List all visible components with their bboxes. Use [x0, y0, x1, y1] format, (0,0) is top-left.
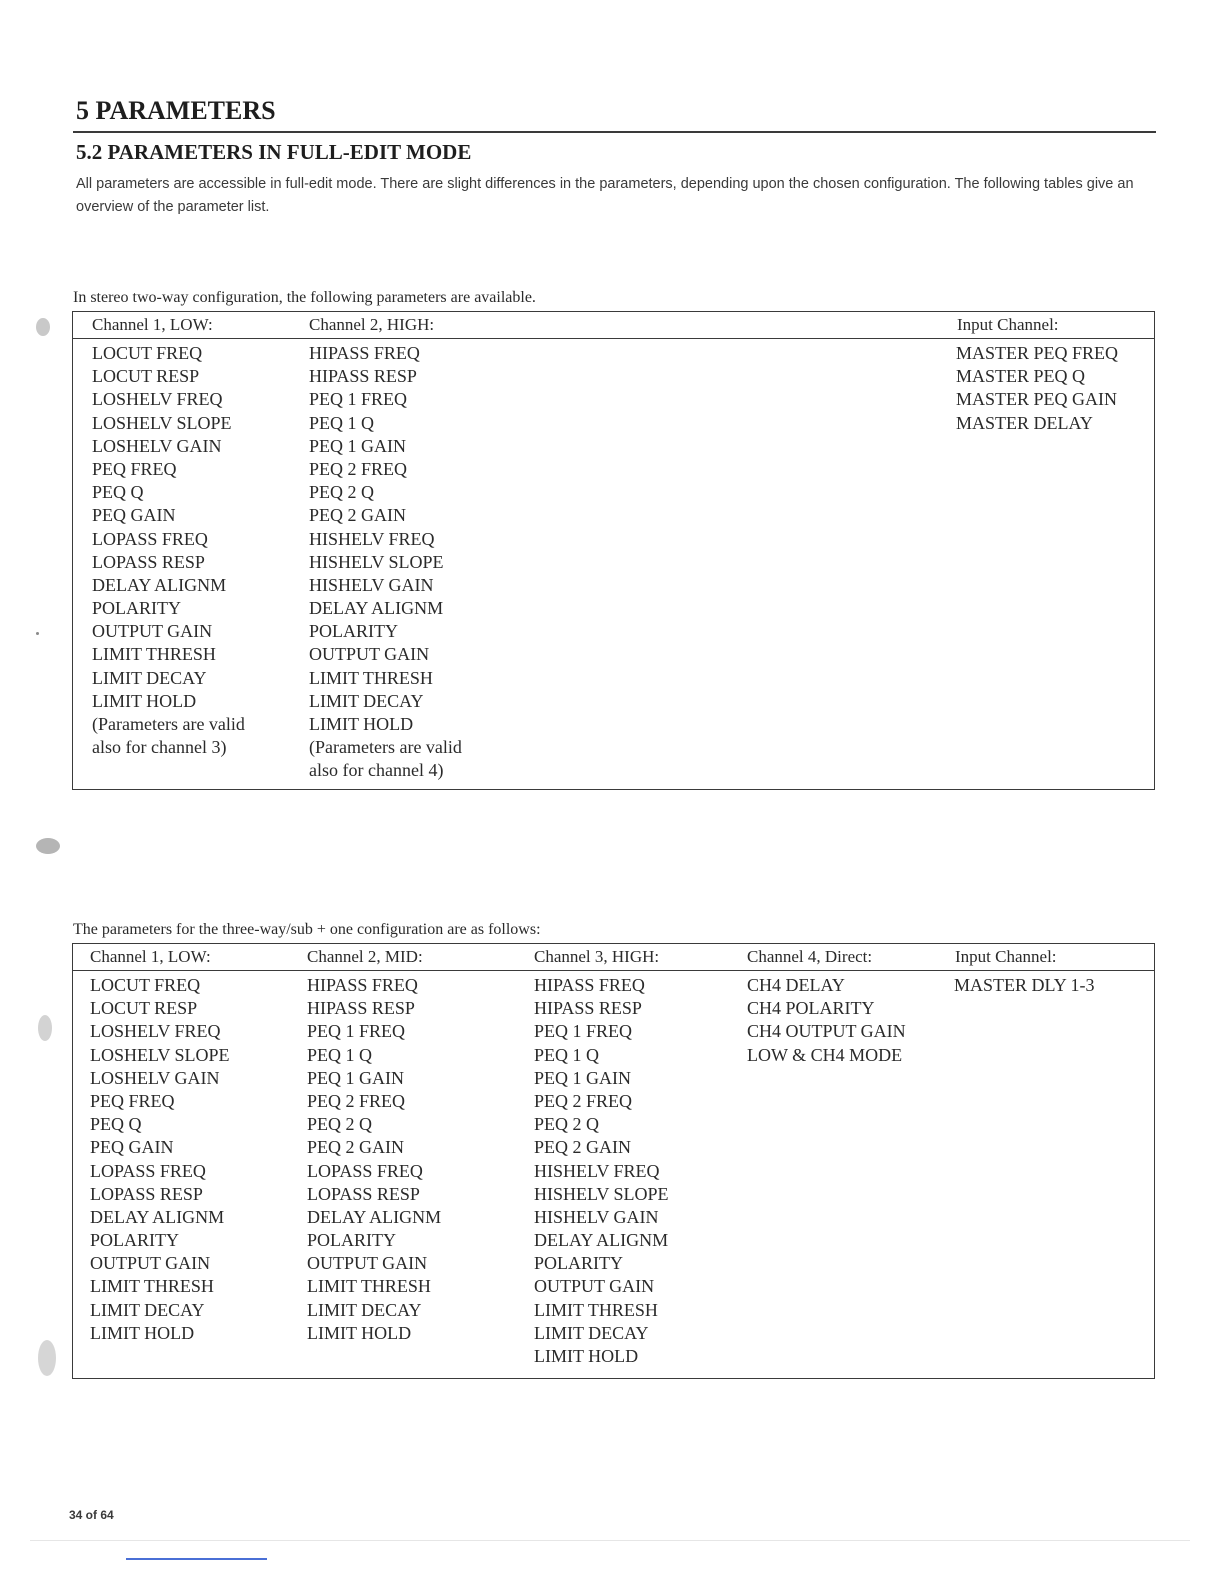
table1-col2-header: Channel 2, HIGH: [309, 315, 435, 334]
parameter-item: HISHELV FREQ [309, 528, 435, 549]
parameter-item: LIMIT THRESH [90, 1276, 214, 1297]
parameter-item: PEQ GAIN [92, 505, 176, 526]
table1-col1-header: Channel 1, LOW: [92, 315, 213, 334]
parameter-item: (Parameters are valid [92, 714, 245, 734]
parameter-item: LIMIT DECAY [534, 1322, 649, 1343]
parameter-item: HIPASS FREQ [307, 975, 418, 995]
parameter-item: PEQ 1 GAIN [309, 435, 406, 456]
parameter-item: MASTER DLY 1-3 [954, 975, 1095, 995]
parameter-item: PEQ 1 Q [309, 412, 375, 433]
parameter-item: PEQ Q [92, 482, 144, 503]
parameter-item: LOCUT RESP [92, 366, 200, 387]
table1-col3-list [956, 342, 1118, 435]
intro-paragraph: All parameters are accessible in full-edit mode. There are slight differences in the parameters, depending upon the chosen configuration. The following tables give an overview of the parameter list. [76, 176, 1134, 215]
parameter-item: LIMIT HOLD [309, 714, 414, 734]
parameter-item: PEQ 2 Q [534, 1114, 600, 1135]
parameter-item: PEQ 2 FREQ [309, 458, 408, 479]
parameter-item: CH4 POLARITY [747, 998, 875, 1019]
parameter-item: PEQ 2 Q [309, 482, 375, 503]
chapter-title: 5 PARAMETERS [76, 96, 276, 125]
parameter-item: LOPASS FREQ [92, 528, 208, 549]
parameter-item: LOSHELV SLOPE [92, 412, 232, 433]
parameter-item: HISHELV SLOPE [309, 551, 444, 572]
parameter-item: PEQ 1 FREQ [534, 1021, 633, 1042]
parameter-item: DELAY ALIGNM [309, 598, 444, 619]
parameter-item: LOCUT RESP [90, 998, 198, 1019]
three-way-sub-table [72, 943, 1155, 1379]
parameter-item: LIMIT DECAY [90, 1299, 205, 1320]
table2-col1-header: Channel 1, LOW: [90, 947, 211, 966]
table1-caption: In stereo two-way configuration, the following parameters are available. [73, 289, 536, 306]
parameter-item: HIPASS RESP [307, 998, 415, 1019]
table2-col4-list [747, 974, 906, 1067]
section-title: 5.2 PARAMETERS IN FULL-EDIT MODE [76, 140, 472, 164]
parameter-item: PEQ 2 GAIN [309, 505, 406, 526]
parameter-item: PEQ 1 GAIN [534, 1067, 631, 1088]
parameter-item: PEQ 2 FREQ [534, 1090, 633, 1111]
parameter-item: POLARITY [307, 1230, 396, 1251]
parameter-item: PEQ 2 GAIN [307, 1137, 404, 1158]
parameter-item: LIMIT HOLD [307, 1322, 412, 1343]
parameter-item: PEQ 1 Q [307, 1044, 373, 1065]
parameter-item: CH4 DELAY [747, 975, 845, 995]
parameter-item: HIPASS FREQ [309, 343, 420, 363]
parameter-item: CH4 OUTPUT GAIN [747, 1021, 906, 1042]
parameter-item: LOPASS RESP [92, 551, 205, 572]
parameter-item: DELAY ALIGNM [307, 1206, 442, 1227]
scan-edge-line [30, 1540, 1190, 1541]
title-divider [73, 131, 1156, 133]
parameter-item: DELAY ALIGNM [90, 1206, 225, 1227]
parameter-item: LIMIT THRESH [309, 667, 433, 688]
parameter-item: OUTPUT GAIN [309, 644, 430, 665]
parameter-item: PEQ 1 Q [534, 1044, 600, 1065]
parameter-item: MASTER PEQ Q [956, 366, 1086, 387]
scan-blue-mark [126, 1558, 267, 1560]
parameter-item: LIMIT THRESH [534, 1299, 658, 1320]
table2-col3-header: Channel 3, HIGH: [534, 947, 660, 966]
parameter-item: DELAY ALIGNM [92, 574, 227, 595]
parameter-item: OUTPUT GAIN [534, 1276, 655, 1297]
parameter-item: LOSHELV SLOPE [90, 1044, 230, 1065]
parameter-item: PEQ 1 FREQ [309, 389, 408, 410]
parameter-item: LOSHELV GAIN [92, 435, 222, 456]
parameter-item: LOPASS RESP [307, 1183, 420, 1204]
parameter-item: PEQ 2 Q [307, 1114, 373, 1135]
parameter-item: OUTPUT GAIN [92, 621, 213, 642]
parameter-item: HIPASS FREQ [534, 975, 645, 995]
stereo-two-way-table [72, 311, 1155, 790]
parameter-item: HIPASS RESP [309, 366, 417, 387]
parameter-item: PEQ FREQ [92, 458, 177, 479]
parameter-item: PEQ 1 FREQ [307, 1021, 406, 1042]
parameter-item: also for channel 3) [92, 737, 227, 758]
table2-col2-list [307, 974, 441, 1345]
scan-speck [36, 318, 50, 336]
parameter-item: POLARITY [90, 1230, 179, 1251]
table2-col3-list [534, 974, 669, 1368]
parameter-item: LIMIT DECAY [309, 690, 424, 711]
parameter-item: PEQ FREQ [90, 1090, 175, 1111]
parameter-item: LOPASS RESP [90, 1183, 203, 1204]
parameter-item: PEQ 2 GAIN [534, 1137, 631, 1158]
scan-speck [38, 1340, 56, 1376]
parameter-item: HISHELV GAIN [309, 574, 434, 595]
scan-speck [38, 1015, 52, 1041]
parameter-item: MASTER PEQ GAIN [956, 389, 1118, 410]
parameter-item: LIMIT HOLD [92, 690, 197, 711]
page-number: 34 of 64 [69, 1508, 114, 1522]
parameter-item: LOW & CH4 MODE [747, 1044, 903, 1065]
parameter-item: HISHELV SLOPE [534, 1183, 669, 1204]
parameter-item: OUTPUT GAIN [90, 1253, 211, 1274]
table2-caption: The parameters for the three-way/sub + one configuration are as follows: [73, 921, 541, 938]
parameter-item: LOPASS FREQ [90, 1160, 206, 1181]
parameter-item: HIPASS RESP [534, 998, 642, 1019]
parameter-item: LOCUT FREQ [92, 343, 203, 363]
parameter-item: PEQ 1 GAIN [307, 1067, 404, 1088]
parameter-item: PEQ 2 FREQ [307, 1090, 406, 1111]
parameter-item: LOSHELV GAIN [90, 1067, 220, 1088]
scan-speck [36, 838, 60, 854]
parameter-item: LOPASS FREQ [307, 1160, 423, 1181]
parameter-item: LIMIT DECAY [307, 1299, 422, 1320]
table1-col2-list [309, 342, 462, 783]
parameter-item: LIMIT DECAY [92, 667, 207, 688]
parameter-item: POLARITY [309, 621, 398, 642]
table1-col1-list [92, 342, 245, 759]
table2-col5-header: Input Channel: [955, 947, 1057, 966]
parameter-item: HISHELV GAIN [534, 1206, 659, 1227]
parameter-item: HISHELV FREQ [534, 1160, 660, 1181]
parameter-item: MASTER PEQ FREQ [956, 343, 1119, 363]
parameter-item: LOSHELV FREQ [90, 1021, 221, 1042]
parameter-item: PEQ Q [90, 1114, 142, 1135]
scan-speck [36, 632, 39, 635]
parameter-item: (Parameters are valid [309, 737, 462, 758]
table2-col4-header: Channel 4, Direct: [747, 947, 873, 966]
parameter-item: POLARITY [534, 1253, 623, 1274]
parameter-item: LIMIT THRESH [307, 1276, 431, 1297]
parameter-item: LOCUT FREQ [90, 975, 201, 995]
table2-col5-list [954, 974, 1095, 997]
parameter-item: POLARITY [92, 598, 181, 619]
parameter-item: MASTER DELAY [956, 412, 1093, 433]
parameter-item: LIMIT HOLD [90, 1322, 195, 1343]
table2-col2-header: Channel 2, MID: [307, 947, 423, 966]
parameter-item: LOSHELV FREQ [92, 389, 223, 410]
table2-col1-list [90, 974, 230, 1345]
parameter-item: OUTPUT GAIN [307, 1253, 428, 1274]
parameter-item: PEQ GAIN [90, 1137, 174, 1158]
parameter-item: also for channel 4) [309, 760, 444, 781]
table1-col3-header: Input Channel: [957, 315, 1059, 334]
parameter-item: DELAY ALIGNM [534, 1230, 669, 1251]
parameter-item: LIMIT HOLD [534, 1346, 639, 1366]
parameter-item: LIMIT THRESH [92, 644, 216, 665]
